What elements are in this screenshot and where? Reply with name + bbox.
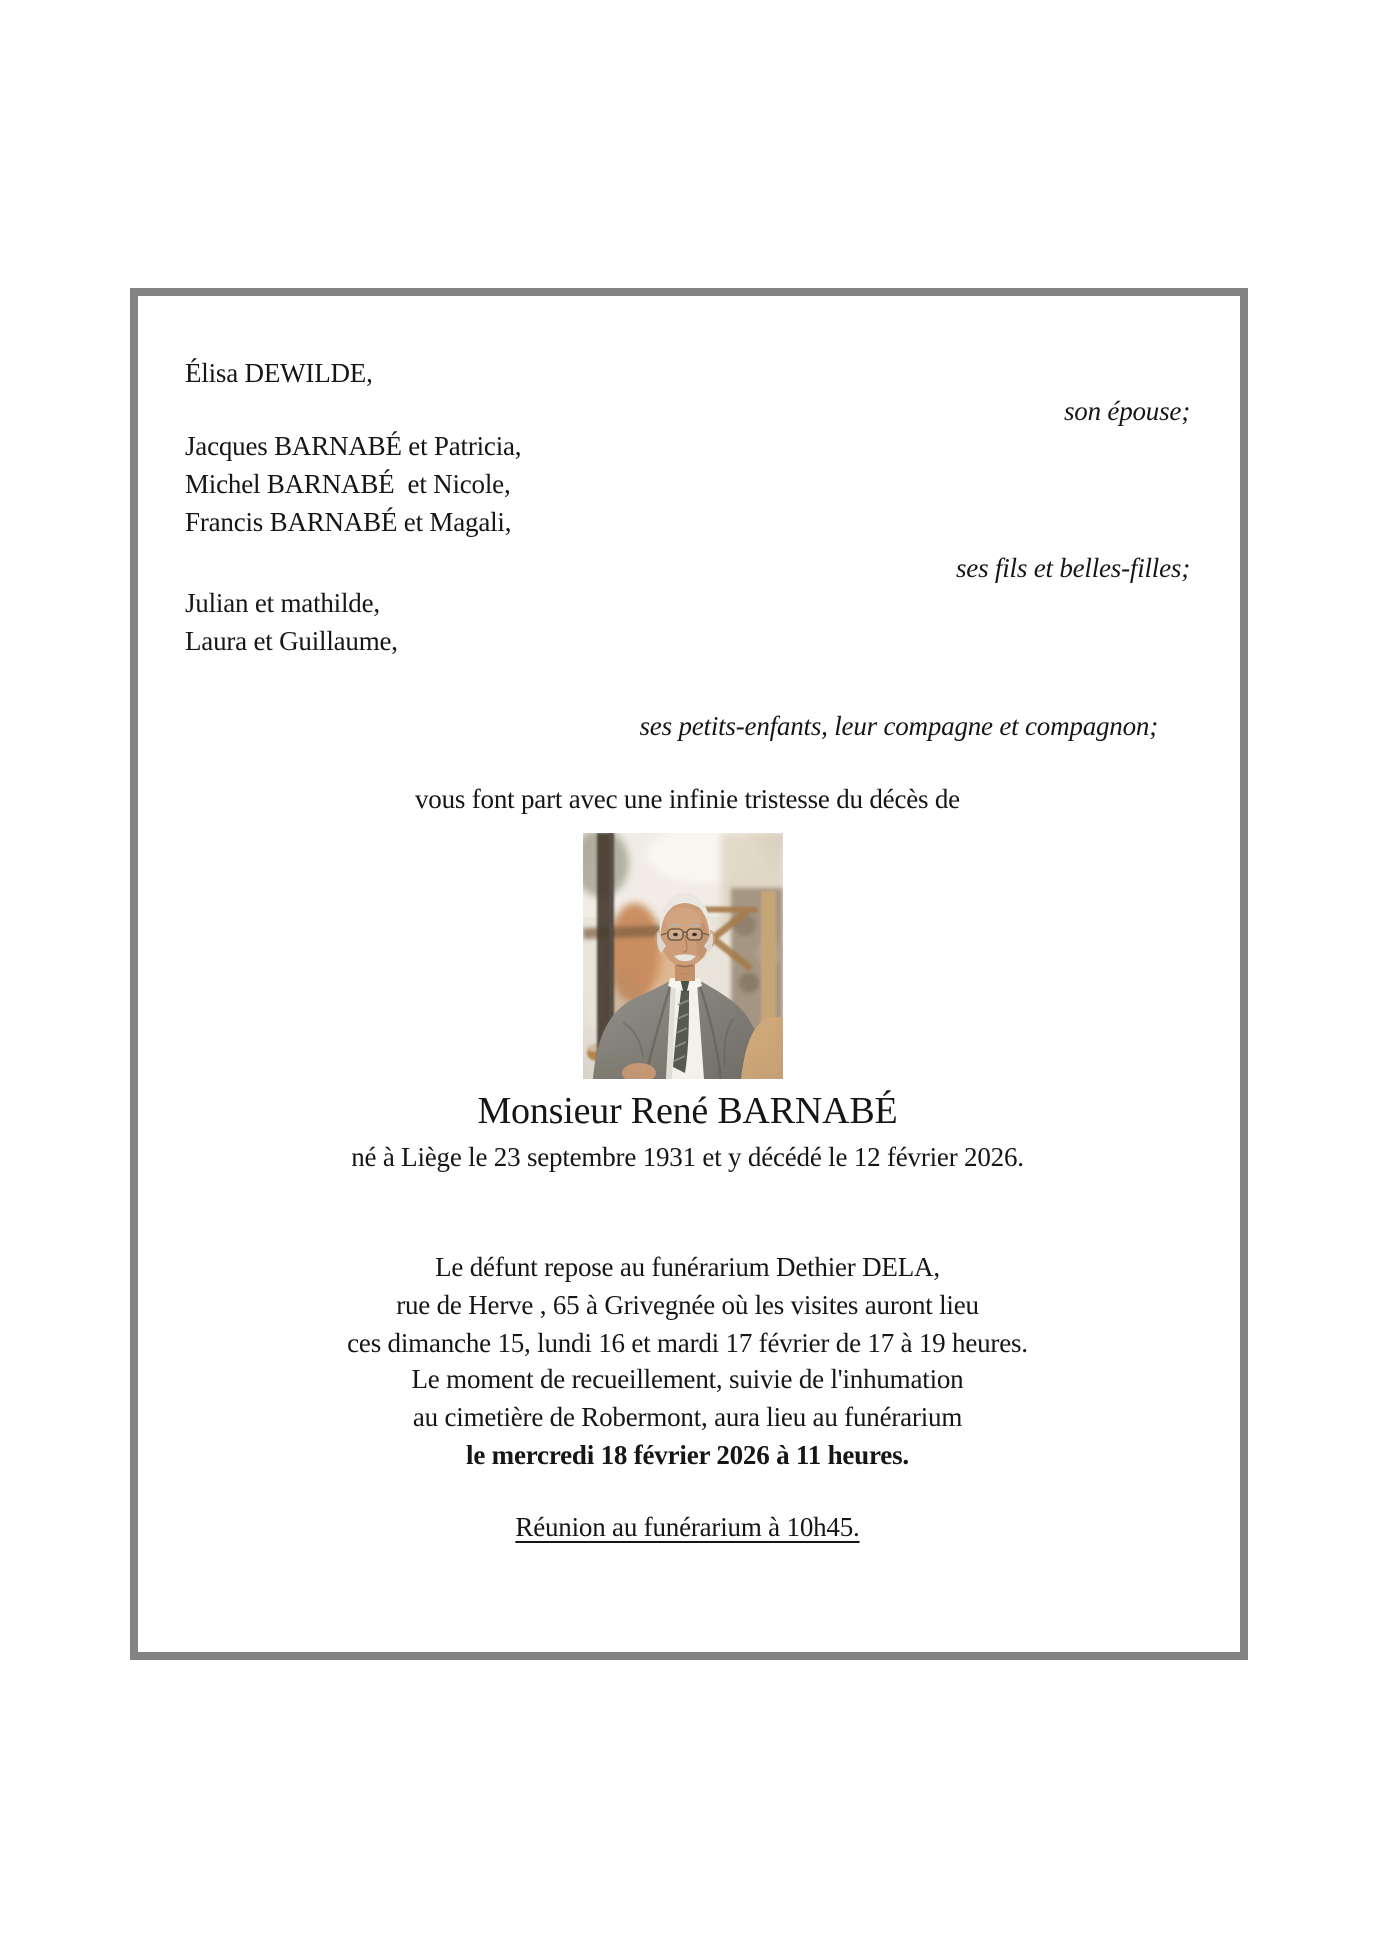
grandchild-name: Laura et Guillaume,: [185, 626, 398, 656]
grandchildren-relation: ses petits-enfants, leur compagne et compagnon;: [639, 711, 1158, 741]
announcement-frame: [130, 288, 1248, 1660]
funeral-detail-line: rue de Herve , 65 à Grivegnée où les visites auront lieu: [396, 1290, 979, 1320]
meeting-line: Réunion au funérarium à 10h45.: [515, 1512, 860, 1542]
portrait-photo-illustration: [583, 833, 783, 1079]
child-name: Jacques BARNABÉ et Patricia,: [185, 431, 522, 461]
grandchild-name: Julian et mathilde,: [185, 588, 380, 618]
child-name: Michel BARNABÉ et Nicole,: [185, 469, 511, 499]
funeral-detail-line: au cimetière de Robermont, aura lieu au funérarium: [412, 1402, 963, 1432]
funeral-detail-line: ces dimanche 15, lundi 16 et mardi 17 février de 17 à 19 heures.: [347, 1328, 1028, 1358]
children-relation: ses fils et belles-filles;: [955, 553, 1190, 583]
deceased-name: Monsieur René BARNABÉ: [477, 1090, 898, 1132]
ceremony-date-line: le mercredi 18 février 2026 à 11 heures.: [466, 1440, 909, 1470]
spouse-relation: son épouse;: [1063, 396, 1190, 426]
deceased-life-dates: né à Liège le 23 septembre 1931 et y décédé le 12 février 2026.: [351, 1142, 1024, 1172]
funeral-detail-line: Le moment de recueillement, suivie de l'inhumation: [411, 1364, 964, 1394]
child-name: Francis BARNABÉ et Magali,: [185, 507, 512, 537]
portrait-photo: [583, 833, 783, 1079]
intro-sentence: vous font part avec une infinie tristesse du décès de: [415, 784, 960, 814]
spouse-name: Élisa DEWILDE,: [185, 358, 373, 388]
funeral-detail-line: Le défunt repose au funérarium Dethier DELA,: [435, 1252, 940, 1282]
